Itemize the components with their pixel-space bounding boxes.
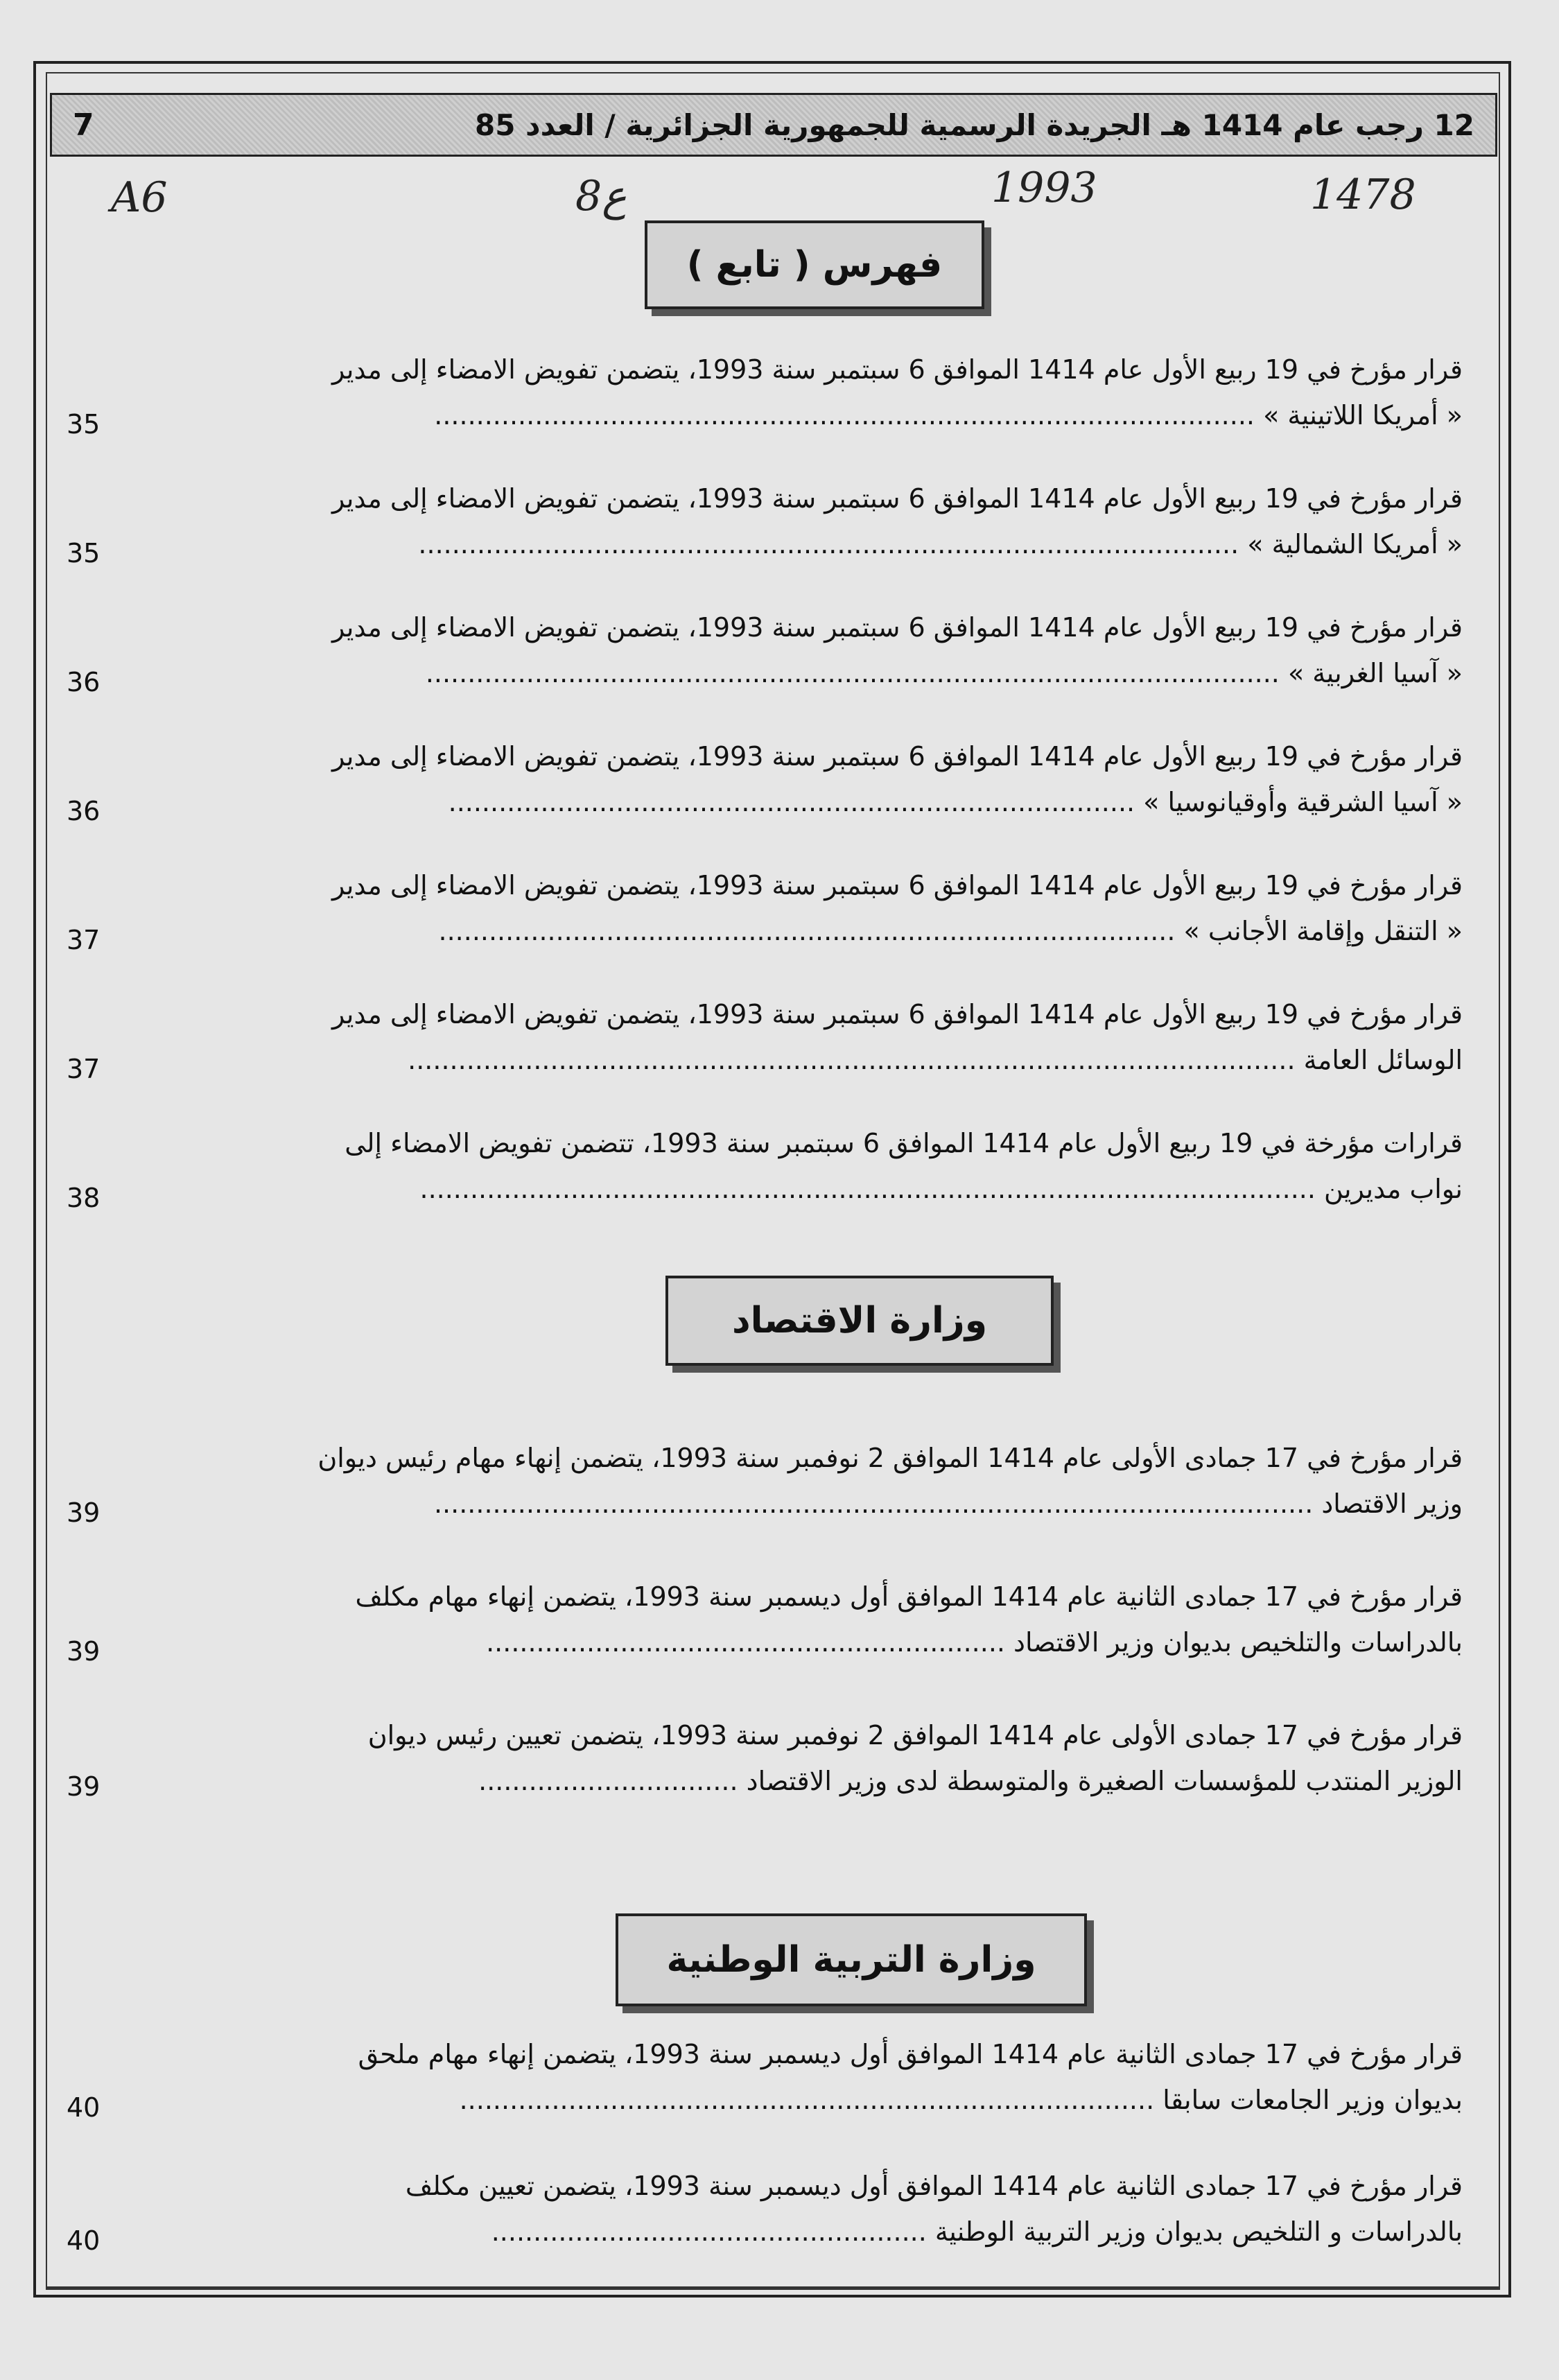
page-header [50, 93, 1497, 157]
section-title-education: وزارة التربية الوطنية [616, 1913, 1087, 2006]
index-entry [159, 1712, 1463, 1804]
handwritten-note: A6 [111, 173, 168, 222]
entry-line: « أمريكا الشمالية » .................................................................................................. [418, 529, 1463, 559]
entry-line: الوزير المنتدب للمؤسسات الصغيرة والمتوسطة لدى وزير الاقتصاد ............................... [478, 1766, 1463, 1796]
index-entry [159, 733, 1463, 825]
entry-page-number: 35 [67, 409, 101, 440]
entry-line: بديوان وزير الجامعات سابقا ................................................................................... [459, 2085, 1463, 2115]
entry-line: قرار مؤرخ في 17 جمادى الثانية عام 1414 الموافق أول ديسمبر سنة 1993، يتضمن إنهاء مهام مكلف [355, 1581, 1463, 1612]
entry-page-number: 38 [67, 1183, 101, 1213]
index-entry [159, 1574, 1463, 1665]
entry-page-number: 39 [67, 1771, 101, 1802]
entry-page-number: 35 [67, 538, 101, 568]
header-title: 12 رجب عام 1414 هـ الجريدة الرسمية للجمهورية الجزائرية / العدد 85 [474, 107, 1474, 142]
index-entry [159, 347, 1463, 438]
index-entry [159, 476, 1463, 567]
entry-line: قرار مؤرخ في 19 ربيع الأول عام 1414 الموافق 6 سبتمبر سنة 1993، يتضمن تفويض الامضاء إلى مدير [331, 483, 1463, 514]
bottom-rule [46, 2288, 1500, 2290]
entry-line: « آسيا الشرقية وأوقيانوسيا » .................................................................................. [448, 787, 1463, 817]
entry-line: قرار مؤرخ في 19 ربيع الأول عام 1414 الموافق 6 سبتمبر سنة 1993، يتضمن تفويض الامضاء إلى مدير [331, 870, 1463, 901]
entry-line: قرار مؤرخ في 19 ربيع الأول عام 1414 الموافق 6 سبتمبر سنة 1993، يتضمن تفويض الامضاء إلى مدير [331, 999, 1463, 1030]
entry-line: قرار مؤرخ في 17 جمادى الثانية عام 1414 الموافق أول ديسمبر سنة 1993، يتضمن إنهاء مهام ملحق [358, 2039, 1463, 2069]
entry-line: « التنقل وإقامة الأجانب » ........................................................................................ [438, 916, 1463, 946]
section-title-economy: وزارة الاقتصاد [665, 1276, 1054, 1366]
entry-line: قرار مؤرخ في 17 جمادى الأولى عام 1414 الموافق 2 نوفمبر سنة 1993، يتضمن تعيين رئيس ديوان [367, 1720, 1463, 1751]
entry-line: الوسائل العامة .......................................................................................................... [408, 1045, 1463, 1075]
entry-line: بالدراسات والتلخيص بديوان وزير الاقتصاد .............................................................. [486, 1627, 1463, 1658]
entry-line: قرار مؤرخ في 17 جمادى الأولى عام 1414 الموافق 2 نوفمبر سنة 1993، يتضمن إنهاء مهام رئيس ديوان [317, 1443, 1463, 1473]
index-entry [159, 991, 1463, 1083]
entry-line: بالدراسات و التلخيص بديوان وزير التربية الوطنية .................................................... [491, 2216, 1463, 2247]
entry-line: قرار مؤرخ في 17 جمادى الثانية عام 1414 الموافق أول ديسمبر سنة 1993، يتضمن تعيين مكلف [405, 2171, 1463, 2201]
entry-page-number: 36 [67, 667, 101, 697]
entry-line: قرار مؤرخ في 19 ربيع الأول عام 1414 الموافق 6 سبتمبر سنة 1993، يتضمن تفويض الامضاء إلى مدير [331, 612, 1463, 643]
index-entry [159, 1435, 1463, 1527]
entry-line: قرار مؤرخ في 19 ربيع الأول عام 1414 الموافق 6 سبتمبر سنة 1993، يتضمن تفويض الامضاء إلى مدير [331, 741, 1463, 772]
entry-page-number: 36 [67, 796, 101, 826]
entry-page-number: 37 [67, 925, 101, 955]
index-entry [159, 1120, 1463, 1212]
entry-line: « أمريكا اللاتينية » .................................................................................................. [434, 400, 1463, 431]
entry-line: وزير الاقتصاد ......................................................................................................... [433, 1488, 1463, 1519]
section-title-index: فهرس ( تابع ) [645, 220, 984, 309]
entry-line: قرارات مؤرخة في 19 ربيع الأول عام 1414 الموافق 6 سبتمبر سنة 1993، تتضمن تفويض الامضاء إلى [345, 1128, 1463, 1158]
entry-page-number: 39 [67, 1636, 101, 1667]
entry-line: قرار مؤرخ في 19 ربيع الأول عام 1414 الموافق 6 سبتمبر سنة 1993، يتضمن تفويض الامضاء إلى مدير [331, 354, 1463, 385]
entry-page-number: 40 [67, 2225, 101, 2256]
index-entry [159, 605, 1463, 696]
entry-page-number: 39 [67, 1497, 101, 1528]
handwritten-year: 1993 [991, 164, 1097, 212]
index-entry [159, 862, 1463, 954]
page-number: 7 [73, 107, 94, 143]
index-entry [159, 2163, 1463, 2255]
entry-page-number: 40 [67, 2092, 101, 2123]
entry-line: « آسيا الغربية » ...................................................................................................... [425, 658, 1463, 688]
index-entry [159, 2031, 1463, 2123]
entry-page-number: 37 [67, 1054, 101, 1084]
handwritten-number: 1478 [1310, 171, 1416, 219]
entry-line: نواب مديرين ........................................................................................................... [419, 1174, 1463, 1204]
handwritten-note: 8ع [575, 172, 627, 220]
